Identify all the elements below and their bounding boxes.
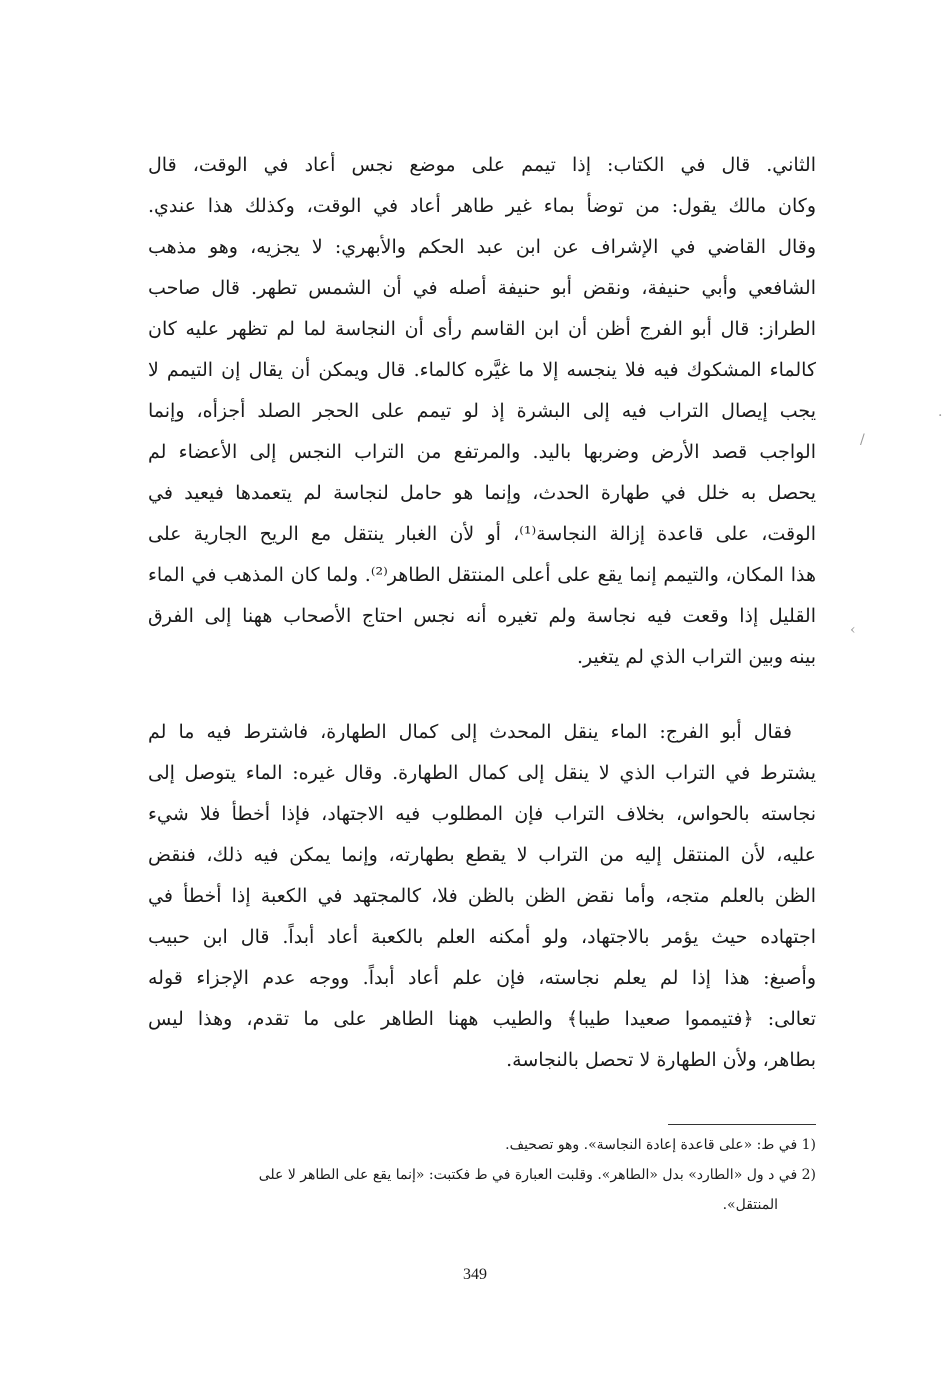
footnote-text: في ط: «على قاعدة إعادة النجاسة». وهو تصحيف. [505, 1137, 798, 1153]
text-line: يشترط في التراب الذي لا ينقل إلى كمال الطهارة. وقال غيره: الماء يتوصل إلى [148, 762, 816, 784]
footnote-number: (1 [801, 1137, 816, 1153]
text-line: وقال القاضي في الإشراف عن ابن عبد الحكم والأبهري: لا يجزيه، وهو مذهب [148, 236, 816, 258]
page-number: 349 [463, 1266, 487, 1283]
text-line: يحصل به خلل في طهارة الحدث، وإنما هو حامل لنجاسة لم يتعمدها فيعيد في [148, 482, 816, 504]
footnote-divider [668, 1124, 816, 1125]
text-line: القليل إذا وقعت فيه نجاسة ولم تغيره أنه نجس احتاج الأصحاب ههنا إلى الفرق [148, 605, 816, 627]
text-line: الواجب قصد الأرض وضربها باليد. والمرتفع من التراب النجس إلى الأعضاء لم [148, 441, 816, 463]
footnote-1 [140, 1130, 816, 1160]
text-line: هذا المكان، والتيمم إنما يقع على أعلى المنتقل الطاهر⁽²⁾. ولما كان المذهب في الماء [148, 564, 816, 586]
margin-mark: · [938, 408, 943, 424]
text-line: كالماء المشكوك فيه فلا ينجسه إلا ما غيَّره كالماء. قال ويمكن أن يقال إن التيمم لا [148, 359, 816, 381]
text-line: الشافعي وأبي حنيفة، ونقض أبو حنيفة أصله في أن الشمس تطهر. قال صاحب [148, 277, 816, 299]
footnote-number: (2 [801, 1167, 816, 1183]
text-line: بينه وبين التراب الذي لم يتغير. [576, 646, 816, 668]
footnote-2-continuation: المنتقل». [722, 1197, 778, 1213]
text-line: فقال أبو الفرج: الماء ينقل المحدث إلى كمال الطهارة، فاشترط فيه ما لم [148, 721, 792, 743]
footnote-2 [140, 1160, 816, 1190]
text-line: وكان مالك يقول: من توضأ بماء غير طاهر أعاد في الوقت، وكذلك هذا عندي. [148, 195, 816, 217]
text-line: نجاسته بالحواس، بخلاف التراب فإن المطلوب فيه الاجتهاد، فإذا أخطأ فلا شيء [148, 803, 816, 825]
text-line: عليه، لأن المنتقل إليه من التراب لا يقطع بطهارته، وإنما يمكن فيه ذلك، فنقض [148, 844, 816, 866]
text-line: الظن بالعلم متجه، وأما نقض الظن بالظن فلا، كالمجتهد في الكعبة إذا أخطأ في [148, 885, 816, 907]
text-line: الطراز: قال أبو الفرج أظن أن ابن القاسم رأى أن النجاسة لما لم تظهر عليه كان [148, 318, 816, 340]
text-line: الثاني. قال في الكتاب: إذا تيمم على موضع نجس أعاد في الوقت، قال [148, 154, 816, 176]
footnotes [140, 1130, 816, 1220]
margin-mark: / [860, 432, 865, 448]
paragraph-2 [148, 712, 816, 1081]
footnote-text: في د ول «الطارد» بدل «الطاهر». وقلبت العبارة في ط فكتبت: «إنما يقع على الطاهر لا على [258, 1167, 798, 1183]
text-line: تعالى: ﴿فتيمموا صعيدا طيبا﴾ والطيب ههنا الطاهر على ما تقدم، وهذا ليس [148, 1008, 816, 1030]
paragraph-1 [148, 145, 816, 678]
text-line: يجب إيصال التراب فيه إلى البشرة إذ لو تيمم على الحجر الصلد أجزأه، وإنما [148, 400, 816, 422]
margin-mark: ‹ [850, 622, 856, 638]
text-line: وأصبغ: هذا إذا لم يعلم نجاسته، فإن علم أعاد أبداً. ووجه عدم الإجزاء قوله [148, 967, 816, 989]
text-line: اجتهاده حيث يؤمر بالاجتهاد، ولو أمكنه العلم بالكعبة أعاد أبداً. قال ابن حبيب [148, 926, 816, 948]
text-line: الوقت، على قاعدة إزالة النجاسة⁽¹⁾، أو لأن الغبار ينتقل مع الريح الجارية على [148, 523, 816, 545]
text-line: بطاهر، ولأن الطهارة لا تحصل بالنجاسة. [506, 1049, 816, 1071]
